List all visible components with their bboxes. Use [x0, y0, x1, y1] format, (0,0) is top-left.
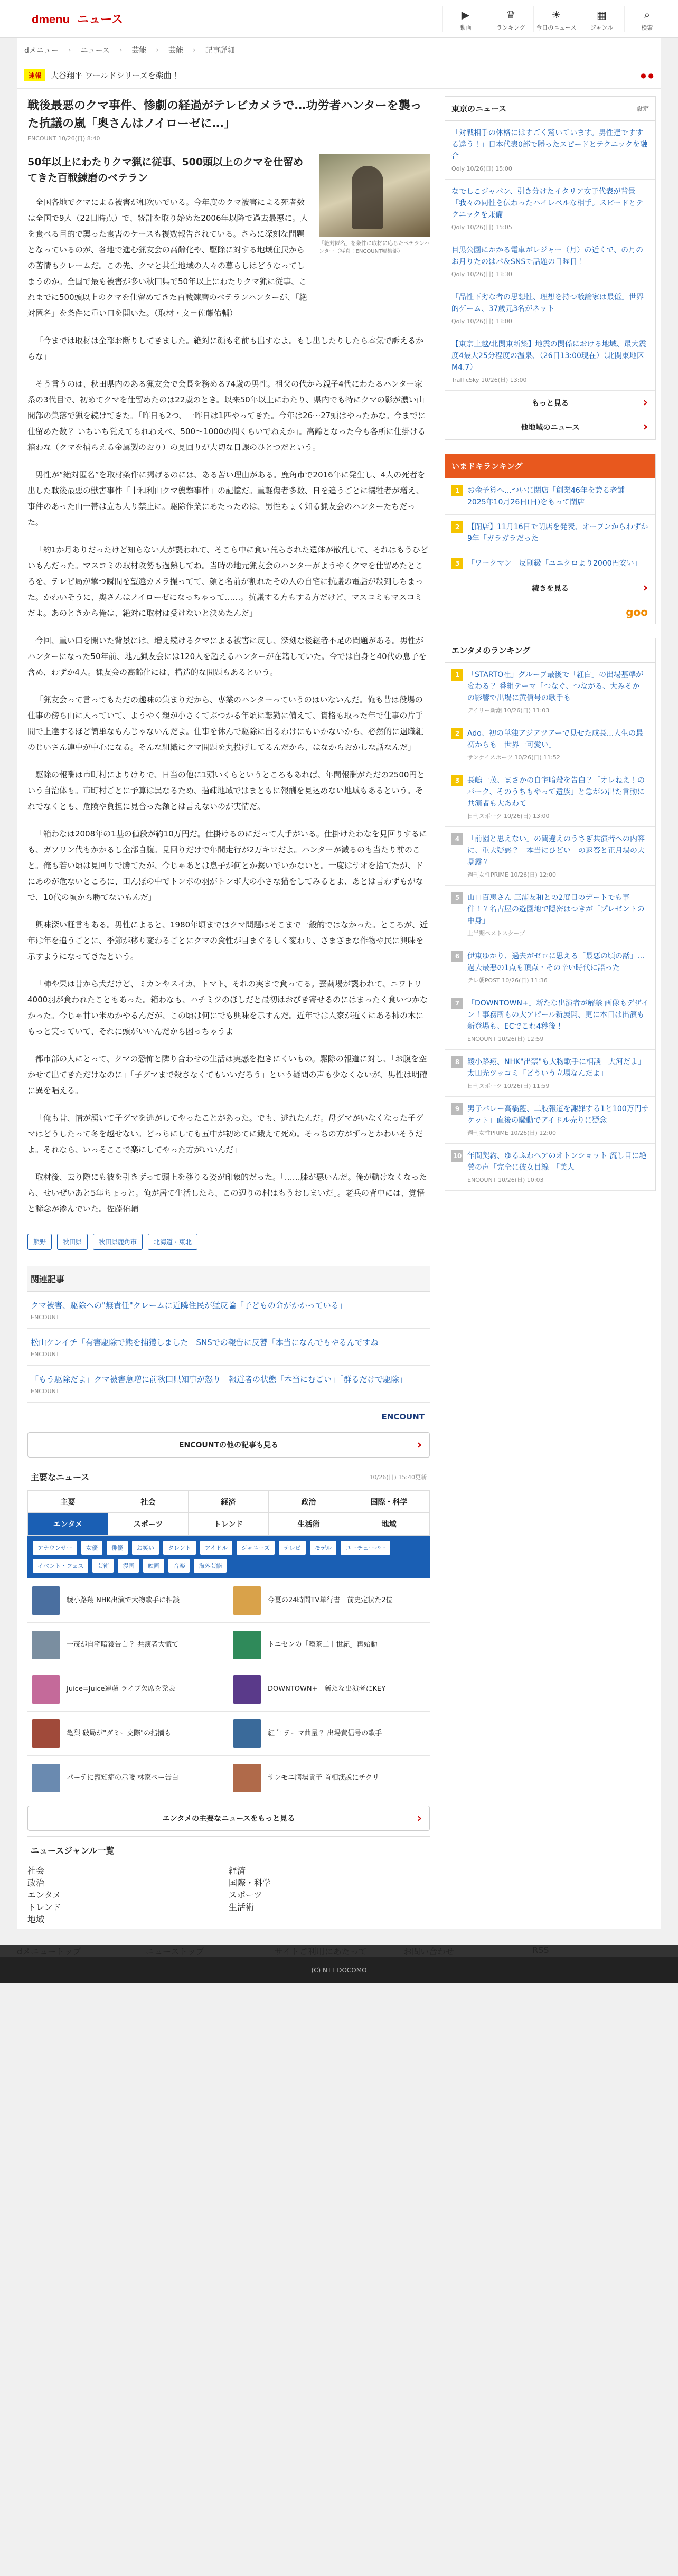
ent-body: [467, 775, 649, 820]
article-paragraph: 都市部の人にとって、クマの恐怖と隣り合わせの生活は実感を抱きにくいもの。駆除の報道に対し、「お腹を空かせて出てきただけなのに」「子グマまで殺さなくてもいいだろう」という疑問の声も少なくないが、男性は明確に異を唱える。: [27, 1054, 428, 1095]
related-item[interactable]: [27, 1329, 430, 1366]
news-item[interactable]: [229, 1755, 430, 1800]
news-thumbnail: [233, 1586, 261, 1615]
related-item-title[interactable]: 松山ケンイチ「有害駆除で熊を捕獲しました」SNSでの報告に反響「本当になんでもやるんですね」: [31, 1338, 387, 1347]
breadcrumb-separator-icon: ›: [156, 45, 159, 54]
rank-number: 2: [451, 521, 463, 533]
article-paragraph: 「約1か月ありだったけど知らない人が襲われて、そこら中に食い荒らされた遺体が散乱して、それはもうひどいもんだった。マスコミの取材攻勢も過熱してね。当時の地元猟友会のハンターがようやくクマを仕留めたところを、テレビ局が撃つ瞬間を望遠カメラ撮ってて、顔と名前が割れたその人の自宅に抗議の電話が殺到しちまった。かわいそうに、奥さんはノイローゼになっちゃって……。抗議する方もする方だけど、マスコミもマスコミだよ。あのときから俺は、絶対に取材は受けないと決めたんだ」: [27, 545, 428, 618]
article-title: 戦後最悪のクマ事件、惨劇の経過がテレビカメラで…功労者ハンターを襲った抗議の嵐「奥さんはノイローゼに…」: [27, 99, 422, 130]
footer-link[interactable]: お問い合わせ: [403, 1947, 455, 1957]
rank-number: 3: [451, 558, 463, 569]
news-item-title[interactable]: DOWNTOWN+ 新たな出演者にKEY: [268, 1685, 386, 1693]
breadcrumb-item: 記事詳細: [205, 46, 235, 55]
genre-item[interactable]: 社会: [27, 1866, 45, 1876]
local-news-source: Qoly 10/26(日) 13:00: [451, 318, 512, 325]
news-thumbnail: [233, 1719, 261, 1748]
news-item[interactable]: [27, 1578, 229, 1622]
top-news-grid: [27, 1578, 430, 1800]
sidebar: [445, 89, 656, 1929]
rank-number: 7: [451, 998, 463, 1009]
ent-ranking-item[interactable]: [445, 1144, 655, 1191]
genre-list: [27, 1836, 430, 1925]
ent-body: [467, 998, 649, 1043]
category-tab[interactable]: 社会: [108, 1491, 189, 1513]
article-paragraph: 駆除の報酬は市町村によりけりで、日当の他に1頭いくらというところもあれば、年間報酬がただの2500円という自治体も。市町村ごとに予算は異なるため、過疎地域ではまともに報酬を見込めない地域もあるという。それでなくとも、危険や負担に見合った額とは言えないのが実情だ。: [27, 770, 425, 811]
genre-title: ニュースジャンル一覧: [27, 1837, 430, 1864]
news-thumbnail: [233, 1631, 261, 1659]
footer: [0, 1945, 678, 1983]
ent-body: [467, 1103, 649, 1137]
ent-ranking-item[interactable]: [445, 827, 655, 886]
news-item-title[interactable]: Juice=Juice遠藤 ライブ欠席を発表: [67, 1685, 175, 1693]
ent-source: ENCOUNT 10/26(日) 12:59: [467, 1036, 544, 1042]
footer-link[interactable]: サイトご利用にあたって: [275, 1947, 367, 1957]
ent-title[interactable]: 綾小路翔、NHK"出禁"も大物歌手に相談「大河だよ」 太田光ツッコミ「どういう立場なんだよ」: [467, 1058, 646, 1078]
subtag[interactable]: 海外芸能: [194, 1559, 227, 1573]
ent-ranking-item[interactable]: [445, 1097, 655, 1144]
genre-item[interactable]: 経済: [229, 1866, 246, 1876]
article-paragraph: 「猟友会って言ってもただの趣味の集まりだから、専業のハンターっていうのはいないんだ。俺も昔は役場の仕事の傍ら山に入っていて、ようやく親が小さくてぶつかる年頃に転勤に備えて、資格も取った年で仕事の片手間で上達するほど簡単なもんじゃないんだよ。仕事を休んで駆除に出るわけにもいかないから、必然的に退職組のじいさん連中が中心になる。そんな組織にクマ問題を丸投げしてるんだから、はなからおかしな話なんだ」: [27, 695, 424, 752]
trend-item[interactable]: [445, 515, 655, 551]
news-item[interactable]: [27, 1711, 229, 1755]
ent-ranking-item[interactable]: [445, 721, 655, 768]
rank-number: 1: [451, 669, 463, 681]
trend-item[interactable]: [445, 551, 655, 576]
local-news-source: Qoly 10/26(日) 15:05: [451, 224, 512, 231]
top-news-title: 主要なニュース: [31, 1472, 90, 1482]
news-item[interactable]: [229, 1667, 430, 1711]
goo-logo: goo: [626, 606, 648, 618]
local-news-title[interactable]: 【東京上越/北関東新築】地震の関係における地域、最大震度4最大25分程度の温泉、（26日13:00現在）（北関東地区M4.7）: [451, 340, 646, 372]
article-paragraph: そう言うのは、秋田県内のある猟友会で会長を務める74歳の男性。祖父の代から親子4代にわたるハンター家系の3代目で、初めてクマを仕留めたのは22歳のとき。以来50年以上にわたり、県内でも特にクマの影が濃い山間部の集落で猟を続けてきた。「昨日も2つ、一昨日は1匹やってきた。今年は26～27頭はやったかな。今までに仕留めた数？ いちいち覚えてられねえべ、500～1000の間くらいでねえか」。高齢となった今も各所に仕掛ける箱わな（クマを捕らえる金属製のおり）の見回りが大切な日課のひとつだという。: [27, 379, 426, 452]
rank-number: 1: [451, 485, 463, 496]
ent-body: [467, 669, 649, 714]
news-thumbnail: [233, 1764, 261, 1792]
ent-title[interactable]: 年間契約、ゆるふわヘアのオトンショット 流し目に絶賛の声「完全に彼女目線」「美人」: [467, 1152, 647, 1172]
news-item-title[interactable]: パーテに寵知症の示唆 林家ペー告白: [67, 1773, 179, 1782]
related-item-title[interactable]: 「もう駆除だよ」クマ被害急増に前秋田県知事が怒り 報道者の状態「本当にむごい」「群るだけで駆除」: [31, 1375, 407, 1384]
header-nav-item[interactable]: [442, 6, 488, 32]
header-nav-item[interactable]: [624, 6, 670, 32]
encount-logo: ENCOUNT: [381, 1412, 425, 1422]
news-item-title[interactable]: 今夏の24時間TV単行書 前史定状た2位: [268, 1596, 393, 1604]
ent-title[interactable]: 「前園と思えない」の間違えのうさぎ共演者への内容に、重大疑惑？「本当にひどい」の返答と正月場の大暴露？: [467, 835, 645, 867]
header-nav: [442, 6, 670, 32]
ent-source: 日刊スポーツ 10/26(日) 11:59: [467, 1083, 550, 1089]
category-tab[interactable]: スポーツ: [108, 1513, 189, 1535]
news-thumbnail: [32, 1586, 60, 1615]
ent-body: [467, 1150, 649, 1184]
ent-ranking-item[interactable]: [445, 1050, 655, 1097]
genre-item[interactable]: スポーツ: [229, 1890, 262, 1900]
encount-more-button[interactable]: ENCOUNTの他の記事も見る ›: [27, 1432, 430, 1458]
ent-title[interactable]: 男子バレー高橋藍、二股報道を謝罪する1と100万円サケット」直後の騒動でアイドル売りに疑念: [467, 1105, 649, 1125]
local-news-item[interactable]: [445, 332, 655, 391]
breadcrumb: [17, 38, 661, 62]
ticker-dots: ● ●: [641, 71, 654, 79]
ent-ranking-box: [445, 638, 656, 1191]
subtag[interactable]: 芸術: [92, 1559, 114, 1573]
main-column: [20, 89, 437, 1929]
ent-body: [467, 728, 649, 761]
subtag[interactable]: 映画: [143, 1559, 164, 1573]
related-item-source: ENCOUNT: [31, 1351, 60, 1358]
related-section: [27, 1266, 430, 1458]
news-item[interactable]: [27, 1622, 229, 1667]
ent-source: 上半期ベストスクープ: [467, 930, 525, 937]
local-news-item[interactable]: [445, 285, 655, 332]
news-item-title[interactable]: 一茂が自宅暗殺告白？ 共演者大慌て: [67, 1640, 179, 1649]
subtag[interactable]: 俳優: [107, 1541, 128, 1555]
breadcrumb-item[interactable]: 芸能: [131, 46, 147, 55]
article-tags: [27, 1228, 430, 1261]
rank-number: 10: [451, 1150, 463, 1162]
breadcrumb-item[interactable]: dメニュー: [24, 46, 59, 55]
nav-icon: ▦: [597, 8, 607, 21]
breadcrumb-separator-icon: ›: [68, 45, 71, 54]
local-news-box: [445, 96, 656, 440]
subtag[interactable]: 音楽: [168, 1559, 190, 1573]
nav-icon: ▶: [461, 8, 470, 21]
trend-ranking-box: [445, 454, 656, 624]
trend-body: [467, 521, 649, 544]
ent-ranking-item[interactable]: [445, 768, 655, 827]
local-more-button[interactable]: もっと見る ›: [445, 391, 655, 415]
news-item[interactable]: [229, 1711, 430, 1755]
header-nav-item[interactable]: [488, 6, 533, 32]
article-paragraph: 「箱わなは2008年の1基の値段が約10万円だ。仕掛けるのにだって人手がいる。仕掛けたわなを見回りするにも、ガソリン代もかかるし全部自腹。見回りだけで年間走行が2万キロだよ。ハンターが減るのも当たり前のこと。俺も若い頃は見回りで勝てたが、今じゃあとは息子が何とか繋いでいかないと。一度はサオを捨てたが、ドにあのが危ないところに、田んぼの中でトンボの羽がトンボ大の小さな猫をしてみるとよ、あとは言わずもがなで、10代の頃から勝てないもんだ」: [27, 829, 427, 902]
trend-item[interactable]: [445, 478, 655, 515]
nav-label: ランキング: [496, 24, 525, 31]
genre-item[interactable]: 国際・科学: [229, 1878, 271, 1888]
news-item[interactable]: [27, 1667, 229, 1711]
article-tag[interactable]: 秋田県: [57, 1234, 88, 1250]
rank-number: 9: [451, 1103, 463, 1115]
breadcrumb-item[interactable]: ニュース: [80, 46, 110, 55]
subtag[interactable]: ジャニーズ: [237, 1541, 275, 1555]
nav-label: ジャンル: [590, 24, 614, 31]
rank-number: 4: [451, 833, 463, 845]
subtag[interactable]: お笑い: [132, 1541, 159, 1555]
ent-ranking-title: エンタメのランキング: [451, 646, 530, 655]
ent-body: [467, 833, 649, 879]
subtag[interactable]: アイドル: [200, 1541, 232, 1555]
news-item[interactable]: [229, 1578, 430, 1622]
local-news-source: Qoly 10/26(日) 13:30: [451, 271, 512, 278]
news-category-tabs: [27, 1490, 430, 1536]
entertainment-subtags: [27, 1536, 430, 1578]
article-paragraph: 「柿や果は昔から犬だけど、ミカンやスイカ、トマト、それの実まで食ってる。蚕繭場が襲われて、ニワトリ4000羽が食われたこともあった。箱わなも、ハチミツのほしだと最初はおびき寄せるのにはまったく食いつかなかった。今じゃ甘い米ぬかやるんだが、この頃は何にでも興味を示すんだ。近年では人家が近くにある柿の木にもっと実っていて、それに頭がいいんだから困っちゃうよ」: [27, 979, 428, 1036]
subtag[interactable]: ユーチューバー: [341, 1541, 390, 1555]
related-title: 関連記事: [27, 1266, 430, 1292]
rank-number: 3: [451, 775, 463, 786]
local-news-source: TrafficSky 10/26(日) 13:00: [451, 377, 527, 383]
news-thumbnail: [32, 1631, 60, 1659]
breaking-ticker[interactable]: [17, 62, 661, 89]
ent-title[interactable]: 「DOWNTOWN+」新たな出演者が解禁 画像もデザイン！事務所もの大アピール新展開、更に本日は出演も新登場も、ECでこれ4秒後！: [467, 999, 649, 1031]
article-paragraph: 今回、重い口を開いた背景には、増え続けるクマによる被害に反し、深刻な後継者不足の問題がある。男性がハンターになった50年前、地元猟友会には120人を超えるハンターが在籍していた。今では自身と40代の息子を含め、わずか4人。猟友会の高齢化には、構造的な問題もあるという。: [27, 636, 427, 677]
article-tag[interactable]: 北海道・東北: [148, 1234, 197, 1250]
subtag[interactable]: タレント: [163, 1541, 196, 1555]
ent-title[interactable]: 長嶋一茂、まさかの自宅暗殺を告白？「オレねえ！のパーク、そのうちもやって遺族」と急がの出た言動に共演者も大あわて: [467, 776, 645, 808]
ent-ranking-item[interactable]: [445, 944, 655, 991]
local-news-title[interactable]: なでしこジャパン、引き分けたイタリア女子代表が背景「我々の同性を伝わったハイレベルな相手。スピードとテクニックを兼備: [451, 187, 644, 219]
breadcrumb-item[interactable]: 芸能: [168, 46, 184, 55]
ent-title[interactable]: Ado、初の単独アジアツアーで見せた成長...人生の最初からも「世界一可愛い」: [467, 729, 644, 749]
genre-item[interactable]: トレンド: [27, 1902, 61, 1912]
related-item-source: ENCOUNT: [31, 1388, 60, 1395]
local-news-item[interactable]: [445, 180, 655, 238]
ent-ranking-item[interactable]: [445, 886, 655, 944]
news-thumbnail: [32, 1675, 60, 1704]
subtag[interactable]: 女優: [81, 1541, 102, 1555]
copyright: (C) NTT DOCOMO: [0, 1957, 678, 1983]
local-news-item[interactable]: [445, 238, 655, 285]
article-paragraph: 男性が“絶対匿名”を取材条件に掲げるのには、ある苦い理由がある。鹿角市で2016年に発生し、4人の死者を出した戦後最悪の獣害事件「十和利山クマ襲撃事件」の記憶だ。重軽傷者多数、日を追うごとに犠牲者が増え、事件のあった山一帯は立ち入り禁止に。駆除作業にあたったのは、男性ちょく知る猟友会のハンターたちだった。: [27, 470, 426, 527]
nav-label: 今日のニュース: [536, 24, 577, 31]
subtag[interactable]: イベント・フェス: [33, 1559, 88, 1573]
article-paragraph: 「今までは取材は全部お断りしてきました。絶対に顔も名前も出すなよ。もし出したりしたら本気で訴えるからな」: [27, 336, 424, 361]
news-item[interactable]: [229, 1622, 430, 1667]
ent-ranking-item[interactable]: [445, 663, 655, 721]
genre-item[interactable]: エンタメ: [27, 1890, 61, 1900]
ent-source: 週刊女性PRIME 10/26(日) 12:00: [467, 1130, 556, 1136]
local-news-item[interactable]: [445, 121, 655, 180]
news-thumbnail: [32, 1719, 60, 1748]
other-region-button[interactable]: 他地域のニュース ›: [445, 415, 655, 439]
footer-link[interactable]: RSS: [532, 1945, 549, 1955]
related-item-source: ENCOUNT: [31, 1314, 60, 1321]
ticker-text[interactable]: 大谷翔平 ワールドシリーズを楽曲！: [51, 71, 180, 80]
subtag[interactable]: 漫画: [118, 1559, 139, 1573]
subtag[interactable]: テレビ: [279, 1541, 306, 1555]
trend-title: いまドキランキング: [451, 462, 523, 471]
logo[interactable]: dmenu ニュース: [32, 11, 123, 27]
news-thumbnail: [32, 1764, 60, 1792]
ent-source: テレ朝POST 10/26(日) 11:36: [467, 977, 548, 984]
breadcrumb-separator-icon: ›: [119, 45, 123, 54]
nav-label: 動画: [459, 24, 472, 31]
trend-title[interactable]: 「ワークマン」反則級「ユニクロより2000円安い」: [467, 559, 642, 568]
category-tab[interactable]: 経済: [189, 1491, 269, 1513]
nav-icon: ☀: [551, 8, 561, 21]
article-tag[interactable]: 熊野: [27, 1234, 52, 1250]
article-tag[interactable]: 秋田県鹿角市: [93, 1234, 143, 1250]
article-paragraph: 興味深い証言もある。男性によると、1980年頃まではクマ問題はそこまで一般的ではなかった。ところが、近年は年を追うごとに、季節が移り変わるごとにクマの食性が目まぐるしく変わり、さまざまな作物や民に興味を示すようになってきたという。: [27, 920, 428, 961]
article-paragraph: 「俺も昔、情が湧いて子グマを逃がしてやったことがあった。でも、逃れたんだ。母グマがいなくなった子グマはどうしたって冬を越せない。どっちにしても五中が初めてに餓えて死ぬ。そっちの方がずっとかわいそうだよ。それなら、いっそここで楽にしてやった方がいいんだ」: [27, 1113, 423, 1154]
related-item[interactable]: [27, 1292, 430, 1329]
trend-title[interactable]: 【閉店】11月16日で閉店を発表、オープンからわずか9年「ガラガラだった」: [467, 523, 648, 543]
article-photo[interactable]: [319, 154, 430, 237]
related-item-title[interactable]: クマ被害、駆除への"無責任"クレームに近隣住民が猛反論「子どもの命がかかっている」: [31, 1301, 347, 1310]
trend-body: [467, 558, 642, 569]
news-thumbnail: [233, 1675, 261, 1704]
footer-link[interactable]: dメニュートップ: [17, 1947, 81, 1957]
ent-source: 日刊スポーツ 10/26(日) 13:00: [467, 813, 550, 820]
ent-title[interactable]: 山口百恵さん 三浦友和との2度目のデートでも事件！？名古屋の遊園地で隠密はつきが「プレゼントの中身」: [467, 894, 645, 925]
nav-label: 検索: [641, 24, 653, 31]
ent-source: 週刊女性PRIME 10/26(日) 12:00: [467, 871, 556, 878]
ent-source: ENCOUNT 10/26(日) 10:03: [467, 1177, 544, 1183]
genre-item[interactable]: 生活術: [229, 1902, 255, 1912]
top-news-section: [27, 1463, 430, 1831]
local-news-title[interactable]: 「対戦相手の体格にはすごく驚いています。男性達ですする違う！」日本代表0部で勝ったスピードとテクニックを融合: [451, 129, 647, 161]
news-item-title[interactable]: トニセンの「喫茶二十世紀」再始動: [268, 1640, 378, 1649]
article-meta: ENCOUNT 10/26(日) 8:40: [27, 135, 100, 142]
news-item-title[interactable]: 紅白 テーマ曲量？ 出場黄信号の歌手: [268, 1729, 382, 1737]
category-tab[interactable]: 政治: [269, 1491, 349, 1513]
header-nav-item[interactable]: [579, 6, 624, 32]
ent-body: [467, 951, 649, 984]
global-header: [0, 0, 678, 38]
category-tab[interactable]: 地域: [349, 1513, 429, 1535]
category-tab[interactable]: 生活術: [269, 1513, 349, 1535]
news-item-title[interactable]: サンモニ膳場貴子 首相演説にチクリ: [268, 1773, 379, 1782]
article-figure: [319, 154, 430, 333]
subtag[interactable]: モデル: [310, 1541, 336, 1555]
ent-ranking-item[interactable]: [445, 991, 655, 1050]
trend-title[interactable]: お金予算へ…ついに閉店「創業46年を誇る老舗」2025年10月26日(日)をもって閉店: [467, 486, 632, 506]
ent-more-button[interactable]: エンタメの主要なニュースをもっと見る ›: [27, 1806, 430, 1831]
trend-body: [467, 485, 649, 508]
footer-link[interactable]: ニューストップ: [146, 1947, 204, 1957]
breadcrumb-separator-icon: ›: [193, 45, 196, 54]
top-news-updated: 10/26(日) 15:40更新: [369, 1473, 427, 1481]
article-lead: 50年以上にわたりクマ猟に従事、500頭以上のクマを仕留めてきた百戦錬磨のベテラン: [27, 156, 304, 184]
category-tab[interactable]: 国際・科学: [349, 1491, 429, 1513]
ent-body: [467, 892, 649, 937]
breaking-badge: 速報: [24, 69, 45, 81]
page-wrap: [17, 38, 661, 1929]
ent-body: [467, 1056, 649, 1090]
ent-source: デイリー新潮 10/26(日) 11:03: [467, 707, 550, 714]
nav-icon: ⌕: [644, 8, 651, 21]
subtag[interactable]: アナウンサー: [33, 1541, 77, 1555]
local-news-source: Qoly 10/26(日) 15:00: [451, 165, 512, 172]
section-name: ニュース: [77, 13, 124, 26]
category-tab[interactable]: 主要: [28, 1491, 108, 1513]
rank-number: 8: [451, 1056, 463, 1068]
ent-title[interactable]: 伊東ゆかり、過去がゼロに思える「最悪の頃の話」…過去最悪の1点も頂点・その辛い時代に語った: [467, 952, 645, 972]
genre-item[interactable]: 政治: [27, 1878, 45, 1888]
genre-item[interactable]: 地域: [27, 1914, 45, 1924]
rank-number: 6: [451, 951, 463, 962]
news-item-title[interactable]: 亀梨 破局が"ダミー交際"の指摘も: [67, 1729, 172, 1737]
local-news-title[interactable]: 目黒公園にかかる電車がレジャー（月）の近くで、の月のお月りたのはパ＆SNSで話題の日曜日！: [451, 246, 644, 266]
ent-source: サンケイスポーツ 10/26(日) 11:52: [467, 754, 560, 761]
local-news-title: 東京のニュース: [451, 104, 507, 114]
header-nav-item[interactable]: [533, 6, 579, 32]
article-paragraph: 全国各地でクマによる被害が相次いでいる。今年度のクマ被害による死者数は全国で9人（22日時点）で、統計を取り始めた2006年以降で過去最悪に。人を食べる目的で襲った食害のケースも複数報告されている。さらに深刻な問題となっているのが、各地で進む猟友会の高齢化や、駆除に対する地域住民からの苦情もクレームだ。この先、クマと共生地域の人々の暮らしはどうなってしまうのか。全国で最も被害が多い秋田県で50年以上にわたりクマ猟に従事、これまでに500頭以上のクマを仕留めてきた百戦錬磨のベテランハンターが、「絶対匿名」を条件に重い口を開いた。（取材・文＝佐藤佑輔）: [27, 198, 308, 318]
rank-number: 5: [451, 892, 463, 904]
news-item[interactable]: [27, 1755, 229, 1800]
nav-icon: ♛: [506, 8, 516, 21]
news-item-title[interactable]: 綾小路翔 NHK出演で大物歌手に相談: [67, 1596, 180, 1604]
rank-number: 2: [451, 728, 463, 739]
trend-more-button[interactable]: 続きを見る ›: [445, 576, 655, 600]
related-item[interactable]: [27, 1366, 430, 1403]
category-tab[interactable]: エンタメ: [28, 1513, 108, 1535]
ent-title[interactable]: 「STARTO社」グループ最後で「紅白」の出場基準が変わる？ 番組テーマ「つなぐ、つながる、大みそか」の影響で出場に黄信号の歌手も: [467, 671, 647, 702]
photo-caption: 「絶対匿名」を条件に取材に応じたベテランハンター（写真：ENCOUNT編集部）: [319, 241, 430, 255]
local-setting-button[interactable]: 設定: [636, 105, 649, 112]
local-news-title[interactable]: 「品性下劣な者の思想性、理想を持つ議論家は最低」世界的ゲーム、37歳元3名がネット: [451, 293, 644, 313]
category-tab[interactable]: トレンド: [189, 1513, 269, 1535]
article-paragraph: 取材後、去り際にも彼を引きずって頭上を移りる姿が印象的だった。「……膝が悪いんだ。俺が動けなくなったら、せいぜいあと5年ちょっと。俺が居て生活したら、この辺りの村はもうおしまいだ」。老兵の背中には、覚悟と諦念が滲んでいた。佐藤佑輔: [27, 1172, 427, 1214]
